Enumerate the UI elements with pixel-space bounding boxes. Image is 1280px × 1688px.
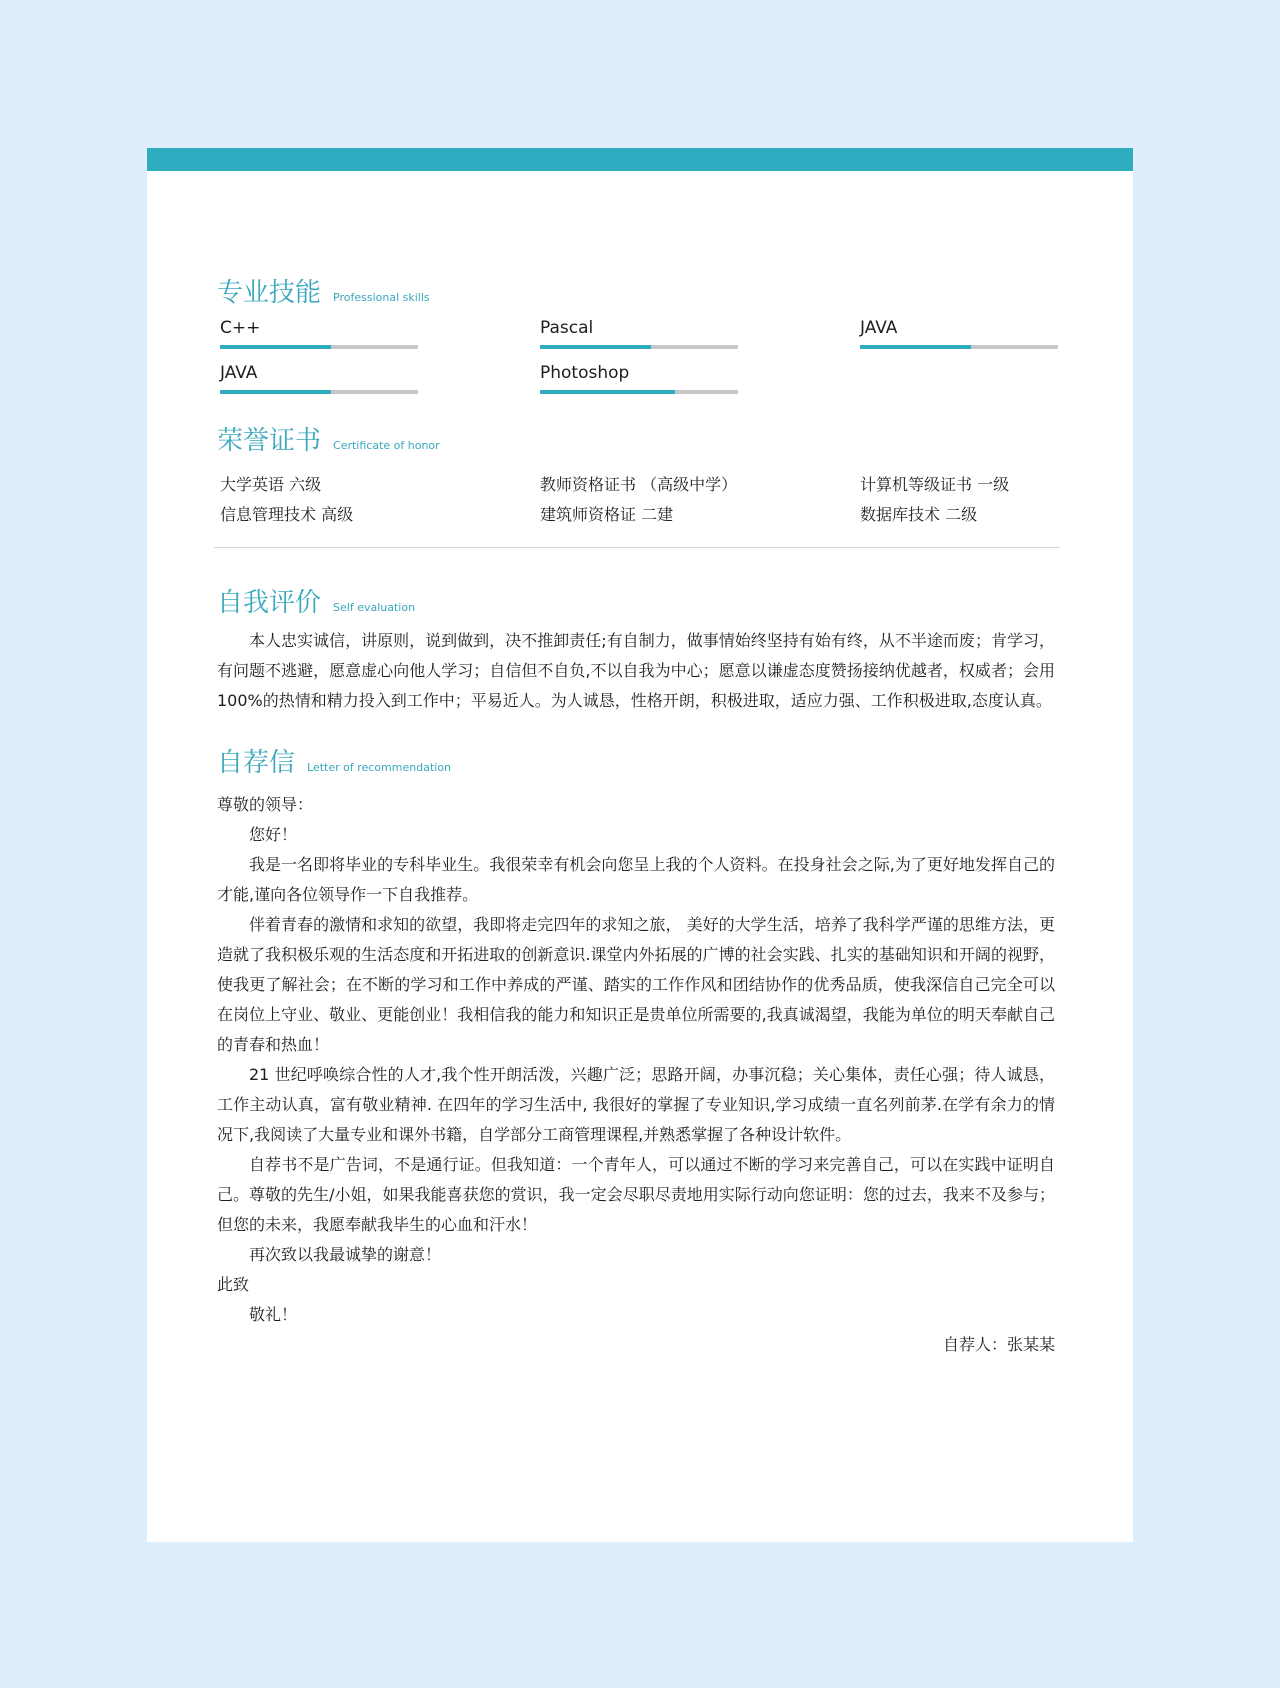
honor-item: 建筑师资格证 二建: [540, 505, 674, 524]
skill-item: [220, 363, 540, 394]
letter-paragraph: 21 世纪呼唤综合性的人才,我个性开朗活泼，兴趣广泛；思路开阔，办事沉稳；关心集体，责任心强；待人诚恳，工作主动认真，富有敬业精神. 在四年的学习生活中, 我很好的掌握了专业知识,学习成绩一直名列前茅.在学有余力的情况下,我阅读了大量专业和课外书籍，自学部分工商管理课程,并熟悉掌握了各种设计软件。: [217, 1065, 1055, 1144]
skill-level-bar: [860, 345, 1058, 349]
letter-greeting: 您好！: [249, 825, 298, 844]
skill-level-bar: [540, 390, 738, 394]
skill-level-fill: [540, 390, 675, 394]
evaluation-section-title: [217, 582, 1055, 616]
letter-paragraph: 我是一名即将毕业的专科毕业生。我很荣幸有机会向您呈上我的个人资料。在投身社会之际,为了更好地发挥自己的才能,谨向各位领导作一下自我推荐。: [217, 855, 1055, 904]
letter-title-en: Letter of recommendation: [307, 761, 452, 774]
skill-name: Photoshop: [540, 363, 630, 383]
letter-regards: 敬礼！: [249, 1305, 298, 1324]
skill-level-bar: [220, 345, 418, 349]
skill-name: JAVA: [220, 363, 258, 383]
skill-item: [540, 318, 860, 349]
header-accent-bar: [147, 148, 1133, 171]
letter-paragraph: 再次致以我最诚挚的谢意！: [249, 1245, 442, 1264]
letter-paragraph: 伴着青春的激情和求知的欲望，我即将走完四年的求知之旅， 美好的大学生活，培养了我科学严谨的思维方法，更造就了我积极乐观的生活态度和开拓进取的创新意识.课堂内外拓展的广博的社会实践、扎实的基础知识和开阔的视野，使我更了解社会；在不断的学习和工作中养成的严谨、踏实的工作作风和团结协作的优秀品质，使我深信自己完全可以在岗位上守业、敬业、更能创业！我相信我的能力和知识正是贵单位所需要的,我真诚渴望，我能为单位的明天奉献自己的青春和热血！: [217, 915, 1055, 1054]
skill-level-bar: [220, 390, 418, 394]
letter-salutation: 尊敬的领导：: [217, 795, 314, 814]
section-divider: [214, 547, 1060, 548]
letter-body: [217, 790, 1055, 1360]
skill-level-fill: [220, 345, 331, 349]
skill-item: [860, 318, 1058, 349]
honor-item: 教师资格证书 （高级中学）: [540, 475, 738, 494]
honors-title-en: Certificate of honor: [333, 439, 440, 452]
letter-title-cn: 自荐信: [217, 748, 296, 778]
skill-level-fill: [540, 345, 651, 349]
evaluation-text: 本人忠实诚信，讲原则，说到做到，决不推卸责任;有自制力，做事情始终坚持有始有终，从不半途而废；肯学习，有问题不逃避，愿意虚心向他人学习；自信但不自负,不以自我为中心；愿意以谦虚态度赞扬接纳优越者，权威者；会用 100%的热情和精力投入到工作中；平易近人。为人诚恳，性格开朗，积极进取，适应力强、工作积极进取,态度认真。: [217, 631, 1055, 710]
skill-item: [540, 363, 860, 394]
skill-name: C++: [220, 318, 261, 338]
honor-item: 数据库技术 二级: [860, 505, 978, 524]
honors-section-title: [217, 420, 1055, 454]
honor-item: 信息管理技术 高级: [220, 505, 354, 524]
skills-section-title: [217, 272, 1055, 306]
skill-name: Pascal: [540, 318, 594, 338]
skills-list: [220, 318, 1055, 394]
letter-closing: 此致: [217, 1275, 250, 1294]
honor-item: 大学英语 六级: [220, 475, 322, 494]
letter-section-title: [217, 742, 1055, 776]
evaluation-title-cn: 自我评价: [217, 588, 322, 618]
resume-content: [217, 272, 1055, 1360]
skill-level-fill: [220, 390, 331, 394]
resume-page: [147, 148, 1133, 1542]
honor-item: 计算机等级证书 一级: [860, 475, 1010, 494]
skill-item: [220, 318, 540, 349]
evaluation-title-en: Self evaluation: [333, 601, 416, 614]
honors-title-cn: 荣誉证书: [217, 426, 322, 456]
letter-paragraph: 自荐书不是广告词，不是通行证。但我知道：一个青年人，可以通过不断的学习来完善自己，可以在实践中证明自己。尊敬的先生/小姐，如果我能喜获您的赏识，我一定会尽职尽责地用实际行动向您证明：您的过去，我来不及参与；但您的未来，我愿奉献我毕生的心血和汗水！: [217, 1155, 1055, 1234]
skill-name: JAVA: [860, 318, 898, 338]
skill-level-bar: [540, 345, 738, 349]
skill-level-fill: [860, 345, 971, 349]
skills-title-en: Professional skills: [333, 291, 430, 304]
letter-signature: 自荐人：张某某: [942, 1335, 1055, 1354]
honors-list: [220, 474, 1055, 525]
skills-title-cn: 专业技能: [217, 278, 322, 308]
